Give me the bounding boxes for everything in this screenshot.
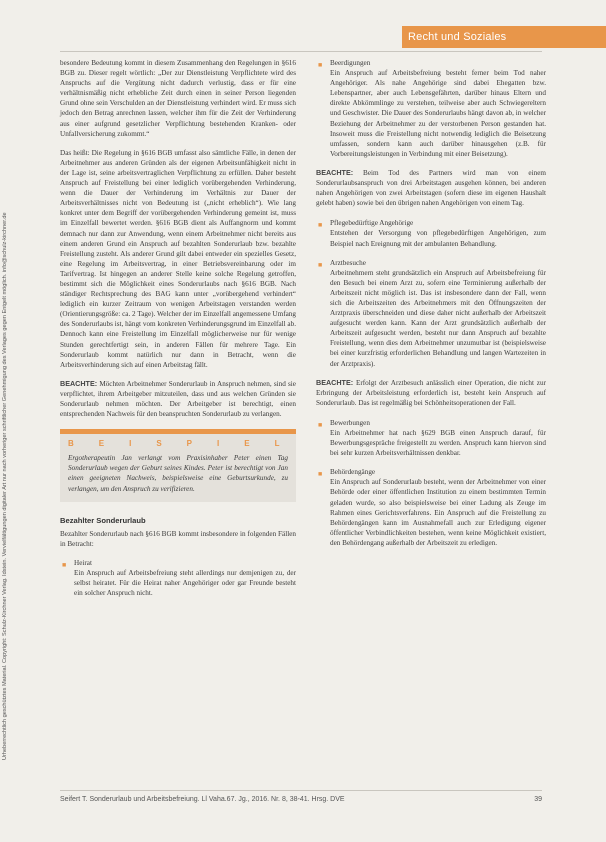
list-item-text: Ein Anspruch auf Sonderurlaub besteht, wenn der Arbeitnehmer von einer Behörde oder einer öffentlichen Institution zu einem bestimmten Termin geladen wurde, so also beispielsweise bei einer Ladung als Zeuge im Rahmen eines Gerichtsverfahrens. Ein Anspruch auf die Freistellung zu Behördengängen kann im Ausnahmefall auch zur Erledigung eigener öffentlicher Verbindlichkeiten bestehen, wenn keine Möglichkeit existiert, den Behördengang außerhalb der Arbeitszeit zu erledigen.	[330, 478, 546, 547]
paragraph-616-explanation: Das heißt: Die Regelung in §616 BGB umfasst also sämtliche Fälle, in denen der Arbeitnehmer aus anderen Gründen als der eigenen Arbeitsunfähigkeit nicht in der Lage ist, seine arbeitsvertraglichen Verpflichtung zu erfüllen. Daher besteht Anspruch auf Freistellung bei einer lediglich vorübergehenden Verhinderung, wenn die Dauer der Verhinderung im Verhältnis zur Dauer der Arbeitsverhältnisses nicht von Bedeutung ist („nicht erheblich“). Wie lang konkret unter dem Begriff der vorübergehenden Verhinderung gemeint ist, muss im Einzelfall bewertet werden. §616 BGB dient als Auffangnorm und kommt demnach nur dann zur Anwendung, wenn einem Arbeitnehmer nicht bereits aus einem anderen Grund ein Anspruch auf bezahlten Sonderurlaub bzw. bezahlte Freistellung zusteht. Als anderer Grund gilt dabei entweder ein spezielles Gesetz, eine Regelung im Arbeitsvertrag, in einer Betriebsvereinbarung oder im Tarifvertrag. Ist hingegen an anderer Stelle keine solche Regelung getroffen, bestimmt sich die Möglichkeit eines Sonderurlaubs nach §616 BGB. Nach ständiger Rechtsprechung des BAG kann unter „vorübergehend verhindert“ lediglich ein kurzer Zeitraum von wenigen Arbeitstagen verstanden werden (Orientierungsgröße: ca. 2 Tage). Welcher der im Einzelfall angemessene Umfang des Sonderurlaubs ist, hängt vom konkreten Verhinderungsgrund im Einzelfall ab. Dennoch kann eine Freistellung im Einzelfall möglicherweise nur für wenige Stunden gerechtfertigt sein, in anderen Fällen für mehrere Tage. Ein Sonderurlaub kommt natürlich nur dann in Betracht, wenn die Arbeitsverhinderung sich auf einen Arbeitstag fällt.	[60, 148, 297, 369]
paragraph-616-intro: besondere Bedeutung kommt in diesem Zusammenhang den Regelungen in §616 BGB zu. Dieser regelt wörtlich: „Der zur Dienstleistung Verpflichtete wird des Anspruchs auf die Vergütung nicht dadurch verlustig, dass er für eine verhältnismäßig nicht erhebliche Zeit durch einen in seiner Person liegenden Grund ohne sein Verschulden an der Dienstleistung verhindert wird. Er muss sich jedoch den Betrag anrechnen lassen, welcher ihm für die Zeit der Verhinderung aus einer aufgrund gesetzlicher Verpflichtung bestehenden Kranken- oder Unfallversicherung zukommt.“	[60, 59, 296, 138]
bullet-icon: ■	[318, 260, 323, 269]
copyright-side-note: Urheberrechtlich geschütztes Material. Copyright: Schulz-Kirchner Verlag. Idstein. Vervielfältigungen digitaler Art nur nach vorheriger schriftlicher Genehmigung des Verlages gegen Entgelt möglich. info@schulz-kirchner.de	[2, 212, 8, 760]
beispiel-box	[60, 429, 305, 501]
list-item-label: Arztbesuche	[330, 258, 366, 267]
beachte-text: Erfolgt der Arztbesuch anlässlich einer Operation, die nicht zur Erbringung der Arbeitsleistung erforderlich ist, besteht kein Anspruch auf Sonderurlaub. Das ist regelmäßig bei Schönheitsoperationen der Fall.	[316, 378, 546, 407]
list-item-label: Behördengänge	[330, 468, 376, 477]
bullet-icon: ■	[318, 420, 323, 429]
list-item-text: Entstehen der Versorgung von pflegebedürftigen Angehörigen, zum Beispiel nach Ereignung mit der ambulanten Behandlung.	[330, 229, 546, 248]
list-item-heirat	[60, 558, 296, 598]
list-item-text: Ein Anspruch auf Arbeitsbefreiung steht allerdings nur demjenigen zu, der selbst heiratet. Für die Heirat naher Angehöriger oder gar Freunde besteht ein solcher Anspruch nicht.	[74, 569, 296, 598]
bullet-icon: ■	[318, 61, 323, 69]
list-item-label: Bewerbungen	[330, 418, 370, 427]
beachte-label: BEACHTE:	[316, 167, 354, 177]
bullet-icon: ■	[62, 560, 67, 569]
beachte-note-arzt	[316, 378, 546, 408]
beispiel-title: BEISPIEL	[68, 439, 305, 449]
section-title: Recht und Soziales	[408, 31, 507, 43]
beachte-note-right	[316, 168, 546, 208]
list-item-label: Pflegebedürftige Angehörige	[330, 219, 414, 228]
section-header-tab	[402, 26, 606, 48]
beachte-text: Möchten Arbeitnehmer Sonderurlaub in Anspruch nehmen, sind sie verpflichtet, ihrem Arbeitgeber mitzuteilen, dass und aus welchen Gründen sie Sonderurlaub nehmen möchten. Der Arbeitgeber ist berechtigt, einen entsprechenden Nachweis für den beanspruchten Sonderurlaub zu verlangen.	[60, 379, 296, 419]
beachte-note-left	[60, 379, 296, 419]
beispiel-text: Ergotherapeutin Jan verlangt vom Praxisinhaber Peter einen Tag Sonderurlaub wegen der Geburt seines Kindes. Peter ist berechtigt von Jan einen geeigneten Nachweis, beispielsweise eine Geburtsurkunde, zu verlangen, um den Anspruch zu verifizieren.	[68, 454, 288, 493]
list-item-arztbesuche	[316, 258, 546, 369]
beachte-label: BEACHTE:	[316, 377, 354, 387]
list-item-pflege	[316, 218, 546, 248]
beachte-text: Beim Tod des Partners wird man von einem Sonderurlaubsanspruch von drei Arbeitstagen ausgehen können, bei anderen nahen Angehörigen von zwei Arbeitstagen (sofern diese im eigenen Haushalt gelebt haben) sowie bei den übrigen nahen Angehörigen von einem Tag.	[316, 168, 546, 208]
header-divider	[60, 51, 542, 52]
bezahlter-sonderurlaub-heading: Bezahlter Sonderurlaub	[60, 515, 146, 525]
left-column	[60, 58, 305, 607]
bullet-icon: ■	[318, 221, 323, 230]
list-item-text: Arbeitnehmern steht grundsätzlich ein Anspruch auf Arbeitsbefreiung für den Besuch bei einem Arzt zu, sofern eine Terminierung außerhalb der Arbeitszeit nicht möglich ist. Das ist insbesondere dann der Fall, wenn sich die Arbeitszeiten des Arbeitnehmers mit den Öffnungszeiten der Arztpraxis überschneiden und diese daher nicht außerhalb der Arbeitszeit aufgesucht werden kann. Kann der Arzt grundsätzlich außerhalb der Arbeitszeit aufgesucht werden, besteht nur dann Anspruch auf bezahlte Freistellung, wenn dies dem Arbeitnehmer unzumutbar ist (beispielsweise bei einer kurzfristig erforderlichen Behandlung und langen Wartezeiten in der Arztpraxis).	[330, 268, 546, 368]
list-item-text: Ein Arbeitnehmer hat nach §629 BGB einen Anspruch darauf, für Bewerbungsgespräche freigestellt zu werden. Anspruch kann hiervon sind bei sehr kurzen Arbeitsverhältnissen denkbar.	[330, 429, 546, 458]
footer-citation: Seifert T. Sonderurlaub und Arbeitsbefreiung. Ll Vaha.67. Jg., 2016. Nr. 8, 38-41. Hrsg. DVE	[60, 796, 345, 803]
list-item-label: Beerdigungen	[330, 59, 371, 67]
bullet-icon: ■	[318, 470, 323, 479]
page-number: 39	[534, 796, 542, 803]
list-item-beerdigungen	[316, 58, 546, 159]
list-item-bewerbungen	[316, 418, 546, 458]
list-item-behoerdengaenge	[316, 467, 546, 548]
right-column	[316, 58, 546, 557]
list-item-label: Heirat	[74, 558, 92, 567]
list-item-text: Ein Anspruch auf Arbeitsbefreiung besteht ferner beim Tod naher Angehöriger. Als nahe Angehörige sind dabei Ehegatten bzw. Lebenspartner, aber auch Lebensgefährten, darüber hinaus Eltern und direkte Abkömmlinge zu verstehen, teilweise aber auch Schwiegereltern und Geschwister. Die Dauer des Sonderurlaubs hängt davon ab, in welcher Beziehung der Arbeitnehmer zu der verstorbenen Person gestanden hat. Insoweit muss die Freistellung nicht notwendig lediglich die Beisetzung umfassen, sondern kann auch darüber hinausgehen (z.B. für Vorbereitungsleistungen in Verbindung mit einer Beisetzung).	[330, 69, 546, 158]
beachte-label: BEACHTE:	[60, 378, 98, 388]
footer-divider	[60, 790, 542, 791]
bezahlter-sonderurlaub-intro: Bezahlter Sonderurlaub nach §616 BGB kommt insbesondere in folgenden Fällen in Betracht:	[60, 529, 296, 548]
